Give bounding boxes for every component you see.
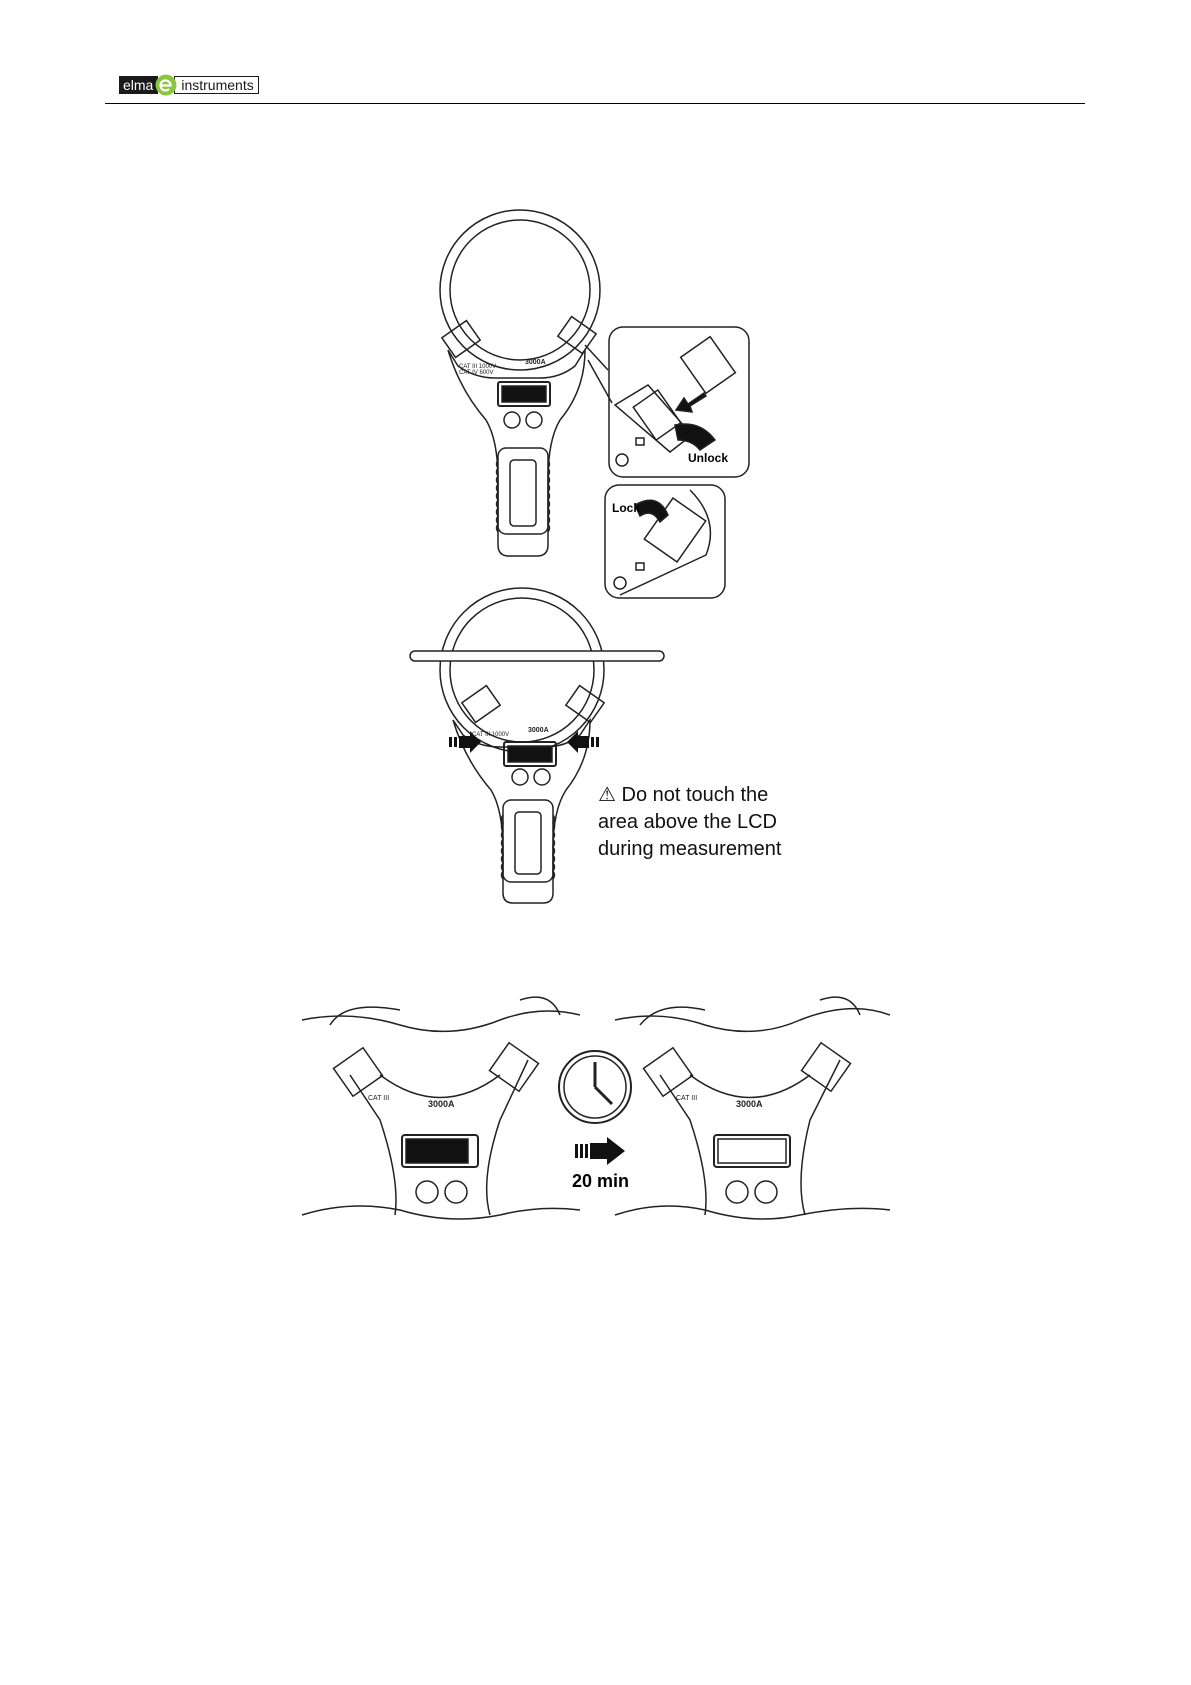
svg-text:CAT III: CAT III <box>676 1095 698 1102</box>
svg-text:CAT IV 600V: CAT IV 600V <box>459 370 494 376</box>
timer-label: 20 min <box>572 1171 630 1191</box>
svg-text:CAT III 1000V: CAT III 1000V <box>472 732 510 738</box>
lock-label: Lock <box>612 501 641 515</box>
unlock-label: Unlock <box>688 451 729 465</box>
logo-instruments-text: instruments <box>174 76 258 94</box>
logo-e-icon <box>155 74 177 96</box>
svg-text:3000A: 3000A <box>525 359 546 366</box>
warning-text-1: Do not touch the <box>621 784 769 806</box>
warning-triangle-icon: ⚠ <box>598 784 616 806</box>
svg-text:3000A: 3000A <box>736 1099 763 1109</box>
svg-text:3000A: 3000A <box>528 727 549 734</box>
warning-line-3: during measurement <box>598 838 782 860</box>
svg-text:CAT III 1000V: CAT III 1000V <box>459 364 497 370</box>
svg-text:3000A: 3000A <box>428 1099 455 1109</box>
logo-elma-text: elma <box>119 76 158 94</box>
warning-line-2: area above the LCD <box>598 811 778 833</box>
svg-text:CAT III: CAT III <box>368 1095 390 1102</box>
